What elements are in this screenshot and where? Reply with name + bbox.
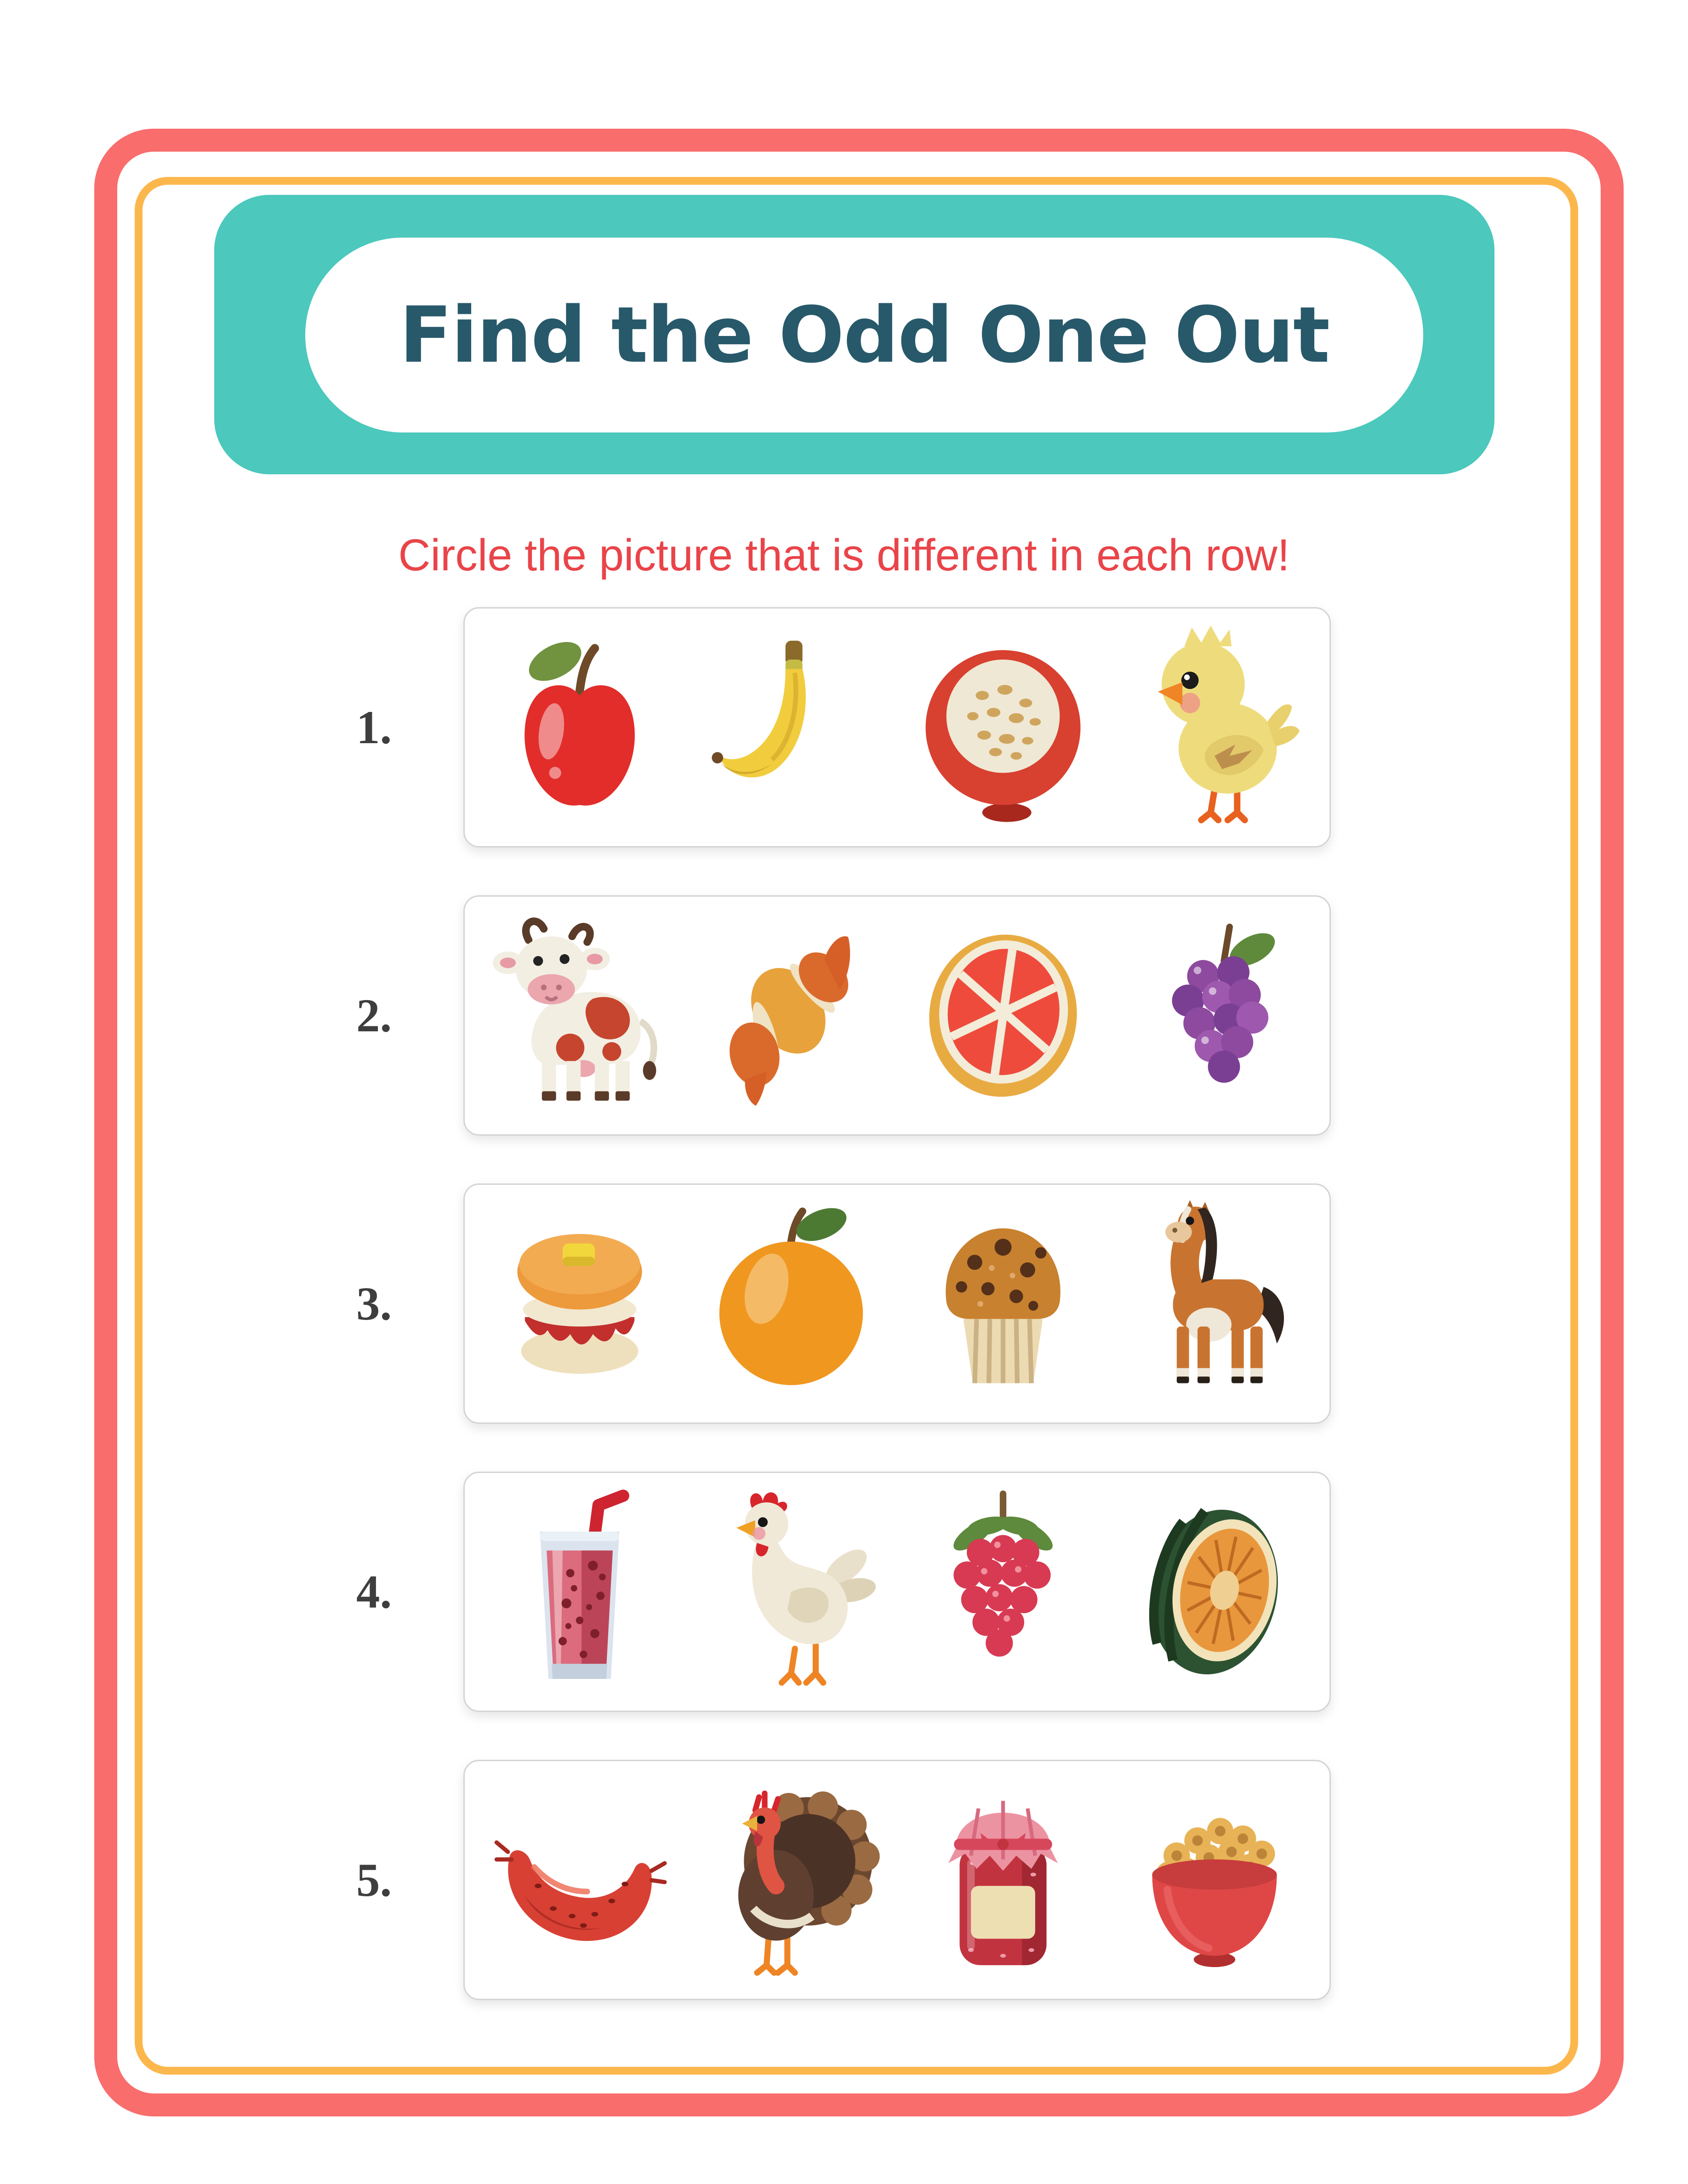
grapefruit-half-icon bbox=[907, 912, 1100, 1120]
row2-item-croissant[interactable] bbox=[695, 912, 888, 1120]
row-1-card bbox=[463, 607, 1331, 847]
porridge-bowl-icon bbox=[907, 624, 1100, 831]
grapes-icon bbox=[1118, 912, 1311, 1120]
orange-icon bbox=[695, 1200, 888, 1408]
row1-item-banana[interactable] bbox=[695, 624, 888, 831]
muffin-icon bbox=[907, 1200, 1100, 1408]
row-3-card bbox=[463, 1183, 1331, 1424]
row2-item-grapes[interactable] bbox=[1118, 912, 1311, 1120]
jam-jar-icon bbox=[907, 1776, 1100, 1984]
melon-half-icon bbox=[1118, 1488, 1311, 1696]
row3-item-horse[interactable] bbox=[1118, 1200, 1311, 1408]
instruction-text: Circle the picture that is different in each row! bbox=[398, 530, 1290, 580]
row-1 bbox=[0, 607, 1688, 847]
row3-item-pancakes[interactable] bbox=[483, 1200, 676, 1408]
row1-item-apple[interactable] bbox=[483, 624, 676, 831]
row-4-number: 4. bbox=[356, 1565, 392, 1618]
header-band bbox=[214, 195, 1494, 474]
worksheet-rows bbox=[0, 607, 1688, 2048]
row1-item-chick[interactable] bbox=[1118, 624, 1311, 831]
row1-item-porridge[interactable] bbox=[907, 624, 1100, 831]
chick-icon bbox=[1118, 624, 1311, 831]
row2-item-grapefruit[interactable] bbox=[907, 912, 1100, 1120]
croissant-icon bbox=[695, 912, 888, 1120]
cereal-bowl-icon bbox=[1118, 1776, 1311, 1984]
row5-item-cereal[interactable] bbox=[1118, 1776, 1311, 1984]
row4-item-smoothie[interactable] bbox=[483, 1488, 676, 1696]
row-2-number: 2. bbox=[356, 989, 392, 1042]
berry-smoothie-icon bbox=[483, 1488, 676, 1696]
row2-item-cow[interactable] bbox=[483, 912, 676, 1120]
banana-icon bbox=[695, 624, 888, 831]
raspberry-icon bbox=[907, 1488, 1100, 1696]
row-1-number: 1. bbox=[356, 701, 392, 754]
row-5 bbox=[0, 1760, 1688, 2000]
hen-icon bbox=[695, 1488, 888, 1696]
row5-item-sausage[interactable] bbox=[483, 1776, 676, 1984]
row-4 bbox=[0, 1472, 1688, 1712]
row-3 bbox=[0, 1183, 1688, 1424]
row-2 bbox=[0, 895, 1688, 1136]
row3-item-muffin[interactable] bbox=[907, 1200, 1100, 1408]
turkey-icon bbox=[695, 1776, 888, 1984]
sausage-icon bbox=[483, 1776, 676, 1984]
row3-item-orange[interactable] bbox=[695, 1200, 888, 1408]
row-5-number: 5. bbox=[356, 1854, 392, 1906]
row-4-card bbox=[463, 1472, 1331, 1712]
apple-icon bbox=[483, 624, 676, 831]
row-2-card bbox=[463, 895, 1331, 1136]
title-panel bbox=[305, 238, 1423, 432]
row4-item-raspberry[interactable] bbox=[907, 1488, 1100, 1696]
row4-item-melon[interactable] bbox=[1118, 1488, 1311, 1696]
horse-icon bbox=[1118, 1200, 1311, 1408]
row5-item-jam[interactable] bbox=[907, 1776, 1100, 1984]
row5-item-turkey[interactable] bbox=[695, 1776, 888, 1984]
pancakes-icon bbox=[483, 1200, 676, 1408]
page-title: Find the Odd One Out bbox=[399, 290, 1329, 380]
row-5-card bbox=[463, 1760, 1331, 2000]
row4-item-hen[interactable] bbox=[695, 1488, 888, 1696]
cow-icon bbox=[483, 912, 676, 1120]
row-3-number: 3. bbox=[356, 1277, 392, 1330]
